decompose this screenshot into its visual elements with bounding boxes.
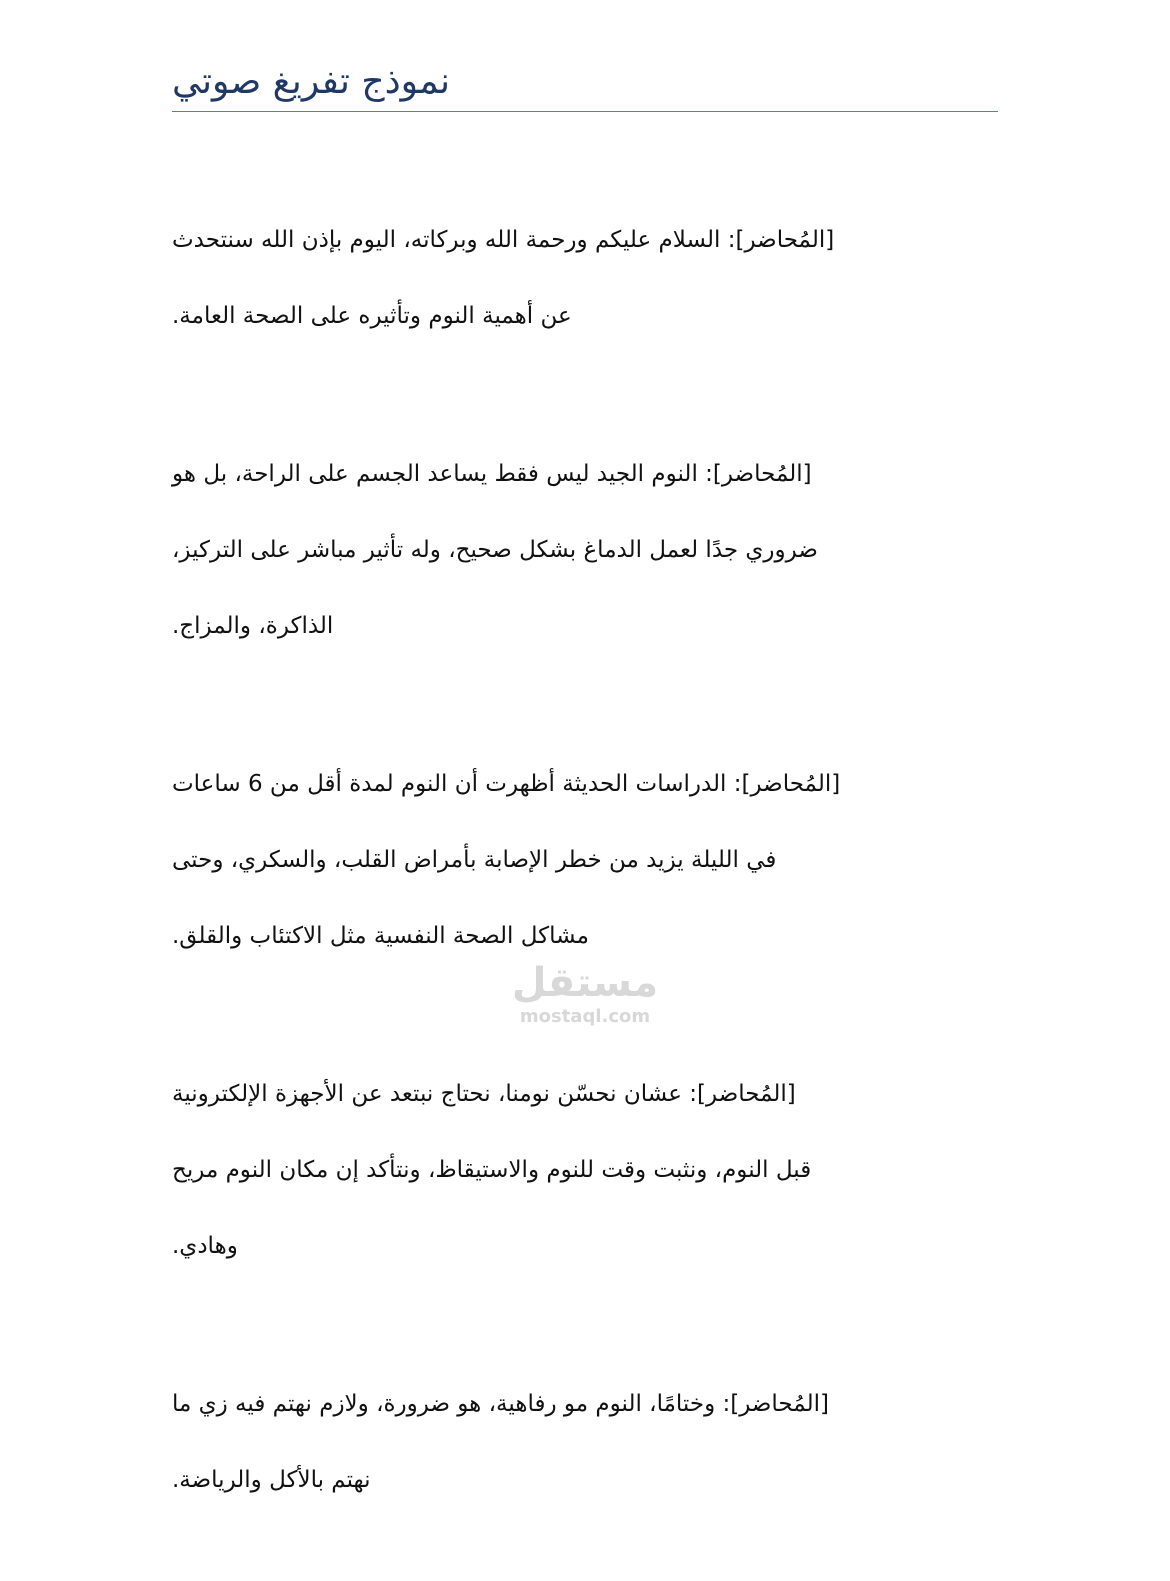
paragraph-line: وهادي.	[172, 1233, 238, 1259]
title-underline	[172, 111, 998, 112]
paragraph-line: مشاكل الصحة النفسية مثل الاكتئاب والقلق.	[172, 923, 589, 949]
paragraph-line: قبل النوم، ونثبت وقت للنوم والاستيقاظ، ونتأكد إن مكان النوم مريح	[172, 1157, 812, 1183]
watermark-url: mostaql.com	[519, 1006, 651, 1027]
mostaql-watermark	[500, 960, 670, 1028]
paragraph-line: ضروري جدًا لعمل الدماغ بشكل صحيح، وله تأثير مباشر على التركيز،	[172, 537, 818, 563]
transcript-paragraph	[172, 417, 998, 683]
paragraph-line: [المُحاضر]: السلام عليكم ورحمة الله وبركاته، اليوم بإذن الله سنتحدث	[172, 227, 835, 253]
paragraph-line: [المُحاضر]: عشان نحسّن نومنا، نحتاج نبتعد عن الأجهزة الإلكترونية	[172, 1081, 796, 1107]
paragraph-line: عن أهمية النوم وتأثيره على الصحة العامة.	[172, 303, 572, 329]
transcript-paragraph	[172, 1037, 998, 1303]
paragraph-line: نهتم بالأكل والرياضة.	[172, 1467, 371, 1493]
paragraph-line: [المُحاضر]: النوم الجيد ليس فقط يساعد الجسم على الراحة، بل هو	[172, 461, 812, 487]
transcript-paragraph	[172, 183, 998, 373]
transcript-body	[172, 183, 998, 1581]
paragraph-line: [المُحاضر]: الدراسات الحديثة أظهرت أن النوم لمدة أقل من 6 ساعات	[172, 771, 841, 797]
paragraph-line: [المُحاضر]: وختامًا، النوم مو رفاهية، هو ضرورة، ولازم نهتم فيه زي ما	[172, 1391, 829, 1417]
watermark-logo: مستقل	[511, 960, 659, 1006]
paragraph-line: في الليلة يزيد من خطر الإصابة بأمراض القلب، والسكري، وحتى	[172, 847, 777, 873]
transcript-paragraph	[172, 1347, 998, 1537]
document-title: نموذج تفريغ صوتي	[172, 61, 451, 102]
transcript-paragraph	[172, 727, 998, 993]
paragraph-line: الذاكرة، والمزاج.	[172, 613, 334, 639]
